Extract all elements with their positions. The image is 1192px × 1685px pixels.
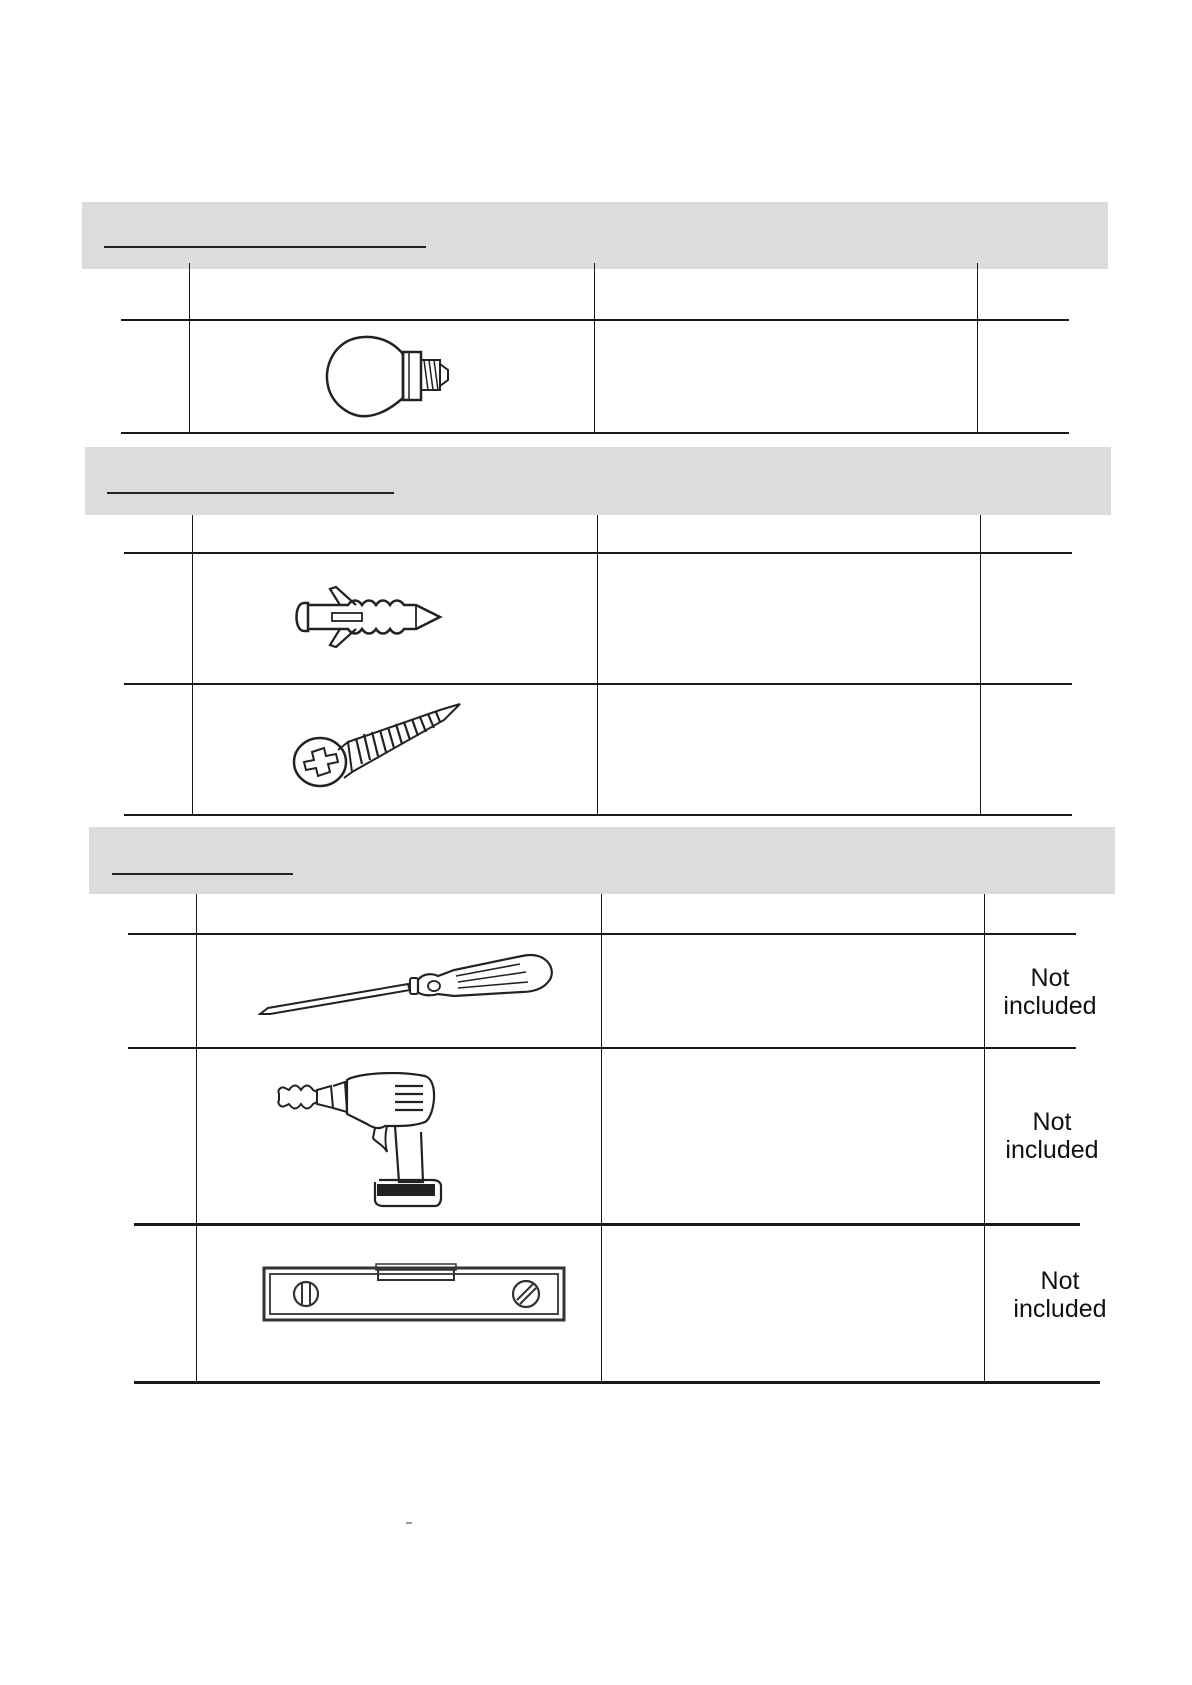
table-row-rule — [124, 683, 1072, 685]
column-divider — [597, 515, 598, 815]
screw-icon — [290, 700, 470, 795]
column-divider — [594, 263, 595, 433]
quantity-note-spirit-level — [995, 1267, 1125, 1323]
section-title-underline — [112, 873, 293, 875]
column-divider — [196, 894, 197, 1382]
spirit-level-icon — [262, 1262, 567, 1324]
column-divider — [980, 515, 981, 815]
quantity-note-screwdriver — [985, 964, 1115, 1020]
column-divider — [601, 894, 602, 1382]
quantity-note-drill — [987, 1108, 1117, 1164]
table-bottom-rule — [134, 1381, 1100, 1384]
drill-icon — [275, 1072, 455, 1212]
note-line-2: included — [1005, 1136, 1099, 1164]
screwdriver-icon — [258, 950, 560, 1020]
table-header-rule — [128, 933, 1076, 935]
column-divider — [977, 263, 978, 433]
note-line-2: included — [1003, 992, 1097, 1020]
page-speck — [406, 1522, 412, 1524]
table-row-rule — [128, 1047, 1076, 1049]
table-bottom-rule — [121, 432, 1069, 434]
section-header-bulb — [82, 202, 1108, 269]
section-title-underline — [107, 492, 394, 494]
column-divider — [192, 515, 193, 815]
wall-plug-icon — [290, 585, 450, 650]
note-line-1: Not — [1040, 1267, 1080, 1295]
note-line-1: Not — [1032, 1108, 1072, 1136]
note-line-1: Not — [1030, 964, 1070, 992]
table-header-rule — [124, 552, 1072, 554]
section-header-tools — [89, 827, 1115, 894]
table-bottom-rule — [124, 814, 1072, 816]
table-header-rule — [121, 319, 1069, 321]
note-line-2: included — [1013, 1295, 1107, 1323]
table-row-rule — [134, 1223, 1080, 1226]
section-header-fixings — [85, 447, 1111, 515]
section-title-underline — [104, 246, 426, 248]
column-divider — [189, 263, 190, 433]
light-bulb-icon — [320, 330, 470, 424]
